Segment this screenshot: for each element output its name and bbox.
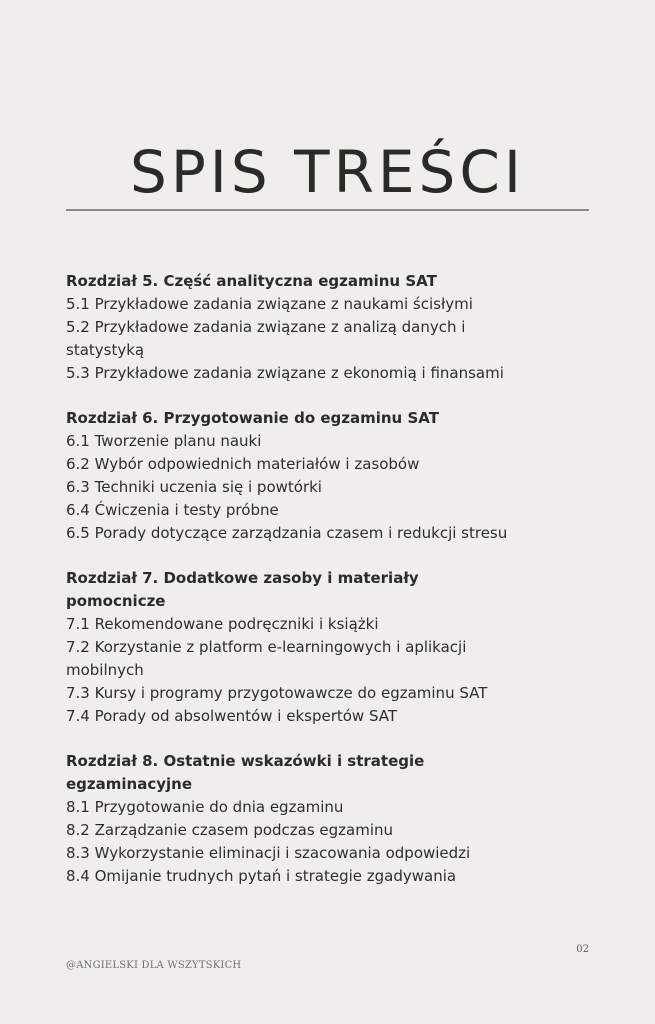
page-number: 02 [576, 944, 589, 955]
chapter-6 [66, 407, 516, 545]
toc-entry: 6.5 Porady dotyczące zarządzania czasem i redukcji stresu [66, 524, 508, 542]
toc-entry: 8.2 Zarządzanie czasem podczas egzaminu [66, 821, 394, 839]
toc-entry: 7.2 Korzystanie z platform e-learningowych i aplikacji mobilnych [66, 638, 467, 679]
chapter-title: Rozdział 6. Przygotowanie do egzaminu SAT [66, 409, 439, 427]
toc-entry: 8.1 Przygotowanie do dnia egzaminu [66, 798, 344, 816]
table-of-contents [66, 270, 516, 910]
toc-entry: 5.3 Przykładowe zadania związane z ekonomią i finansami [66, 364, 504, 382]
chapter-7 [66, 567, 516, 728]
toc-entry: 8.4 Omijanie trudnych pytań i strategie zgadywania [66, 867, 457, 885]
chapter-8 [66, 750, 516, 888]
toc-entry: 7.4 Porady od absolwentów i ekspertów SAT [66, 707, 398, 725]
toc-entry: 6.2 Wybór odpowiednich materiałów i zasobów [66, 455, 420, 473]
toc-entry: 8.3 Wykorzystanie eliminacji i szacowania odpowiedzi [66, 844, 471, 862]
chapter-5 [66, 270, 516, 385]
title-underline [66, 209, 589, 211]
chapter-title: Rozdział 8. Ostatnie wskazówki i strategie egzaminacyjne [66, 752, 425, 793]
toc-entry: 5.1 Przykładowe zadania związane z naukami ścisłymi [66, 295, 473, 313]
chapter-title: Rozdział 7. Dodatkowe zasoby i materiały pomocnicze [66, 569, 419, 610]
toc-entry: 5.2 Przykładowe zadania związane z analizą danych i statystyką [66, 318, 466, 359]
page-title: SPIS TREŚCI [130, 138, 525, 206]
chapter-title: Rozdział 5. Część analityczna egzaminu SAT [66, 272, 437, 290]
toc-entry: 6.3 Techniki uczenia się i powtórki [66, 478, 322, 496]
footer-brand: @ANGIELSKI DLA WSZYTSKICH [66, 960, 242, 971]
toc-entry: 7.1 Rekomendowane podręczniki i książki [66, 615, 379, 633]
toc-entry: 6.4 Ćwiczenia i testy próbne [66, 501, 279, 519]
toc-entry: 7.3 Kursy i programy przygotowawcze do egzaminu SAT [66, 684, 488, 702]
toc-entry: 6.1 Tworzenie planu nauki [66, 432, 262, 450]
